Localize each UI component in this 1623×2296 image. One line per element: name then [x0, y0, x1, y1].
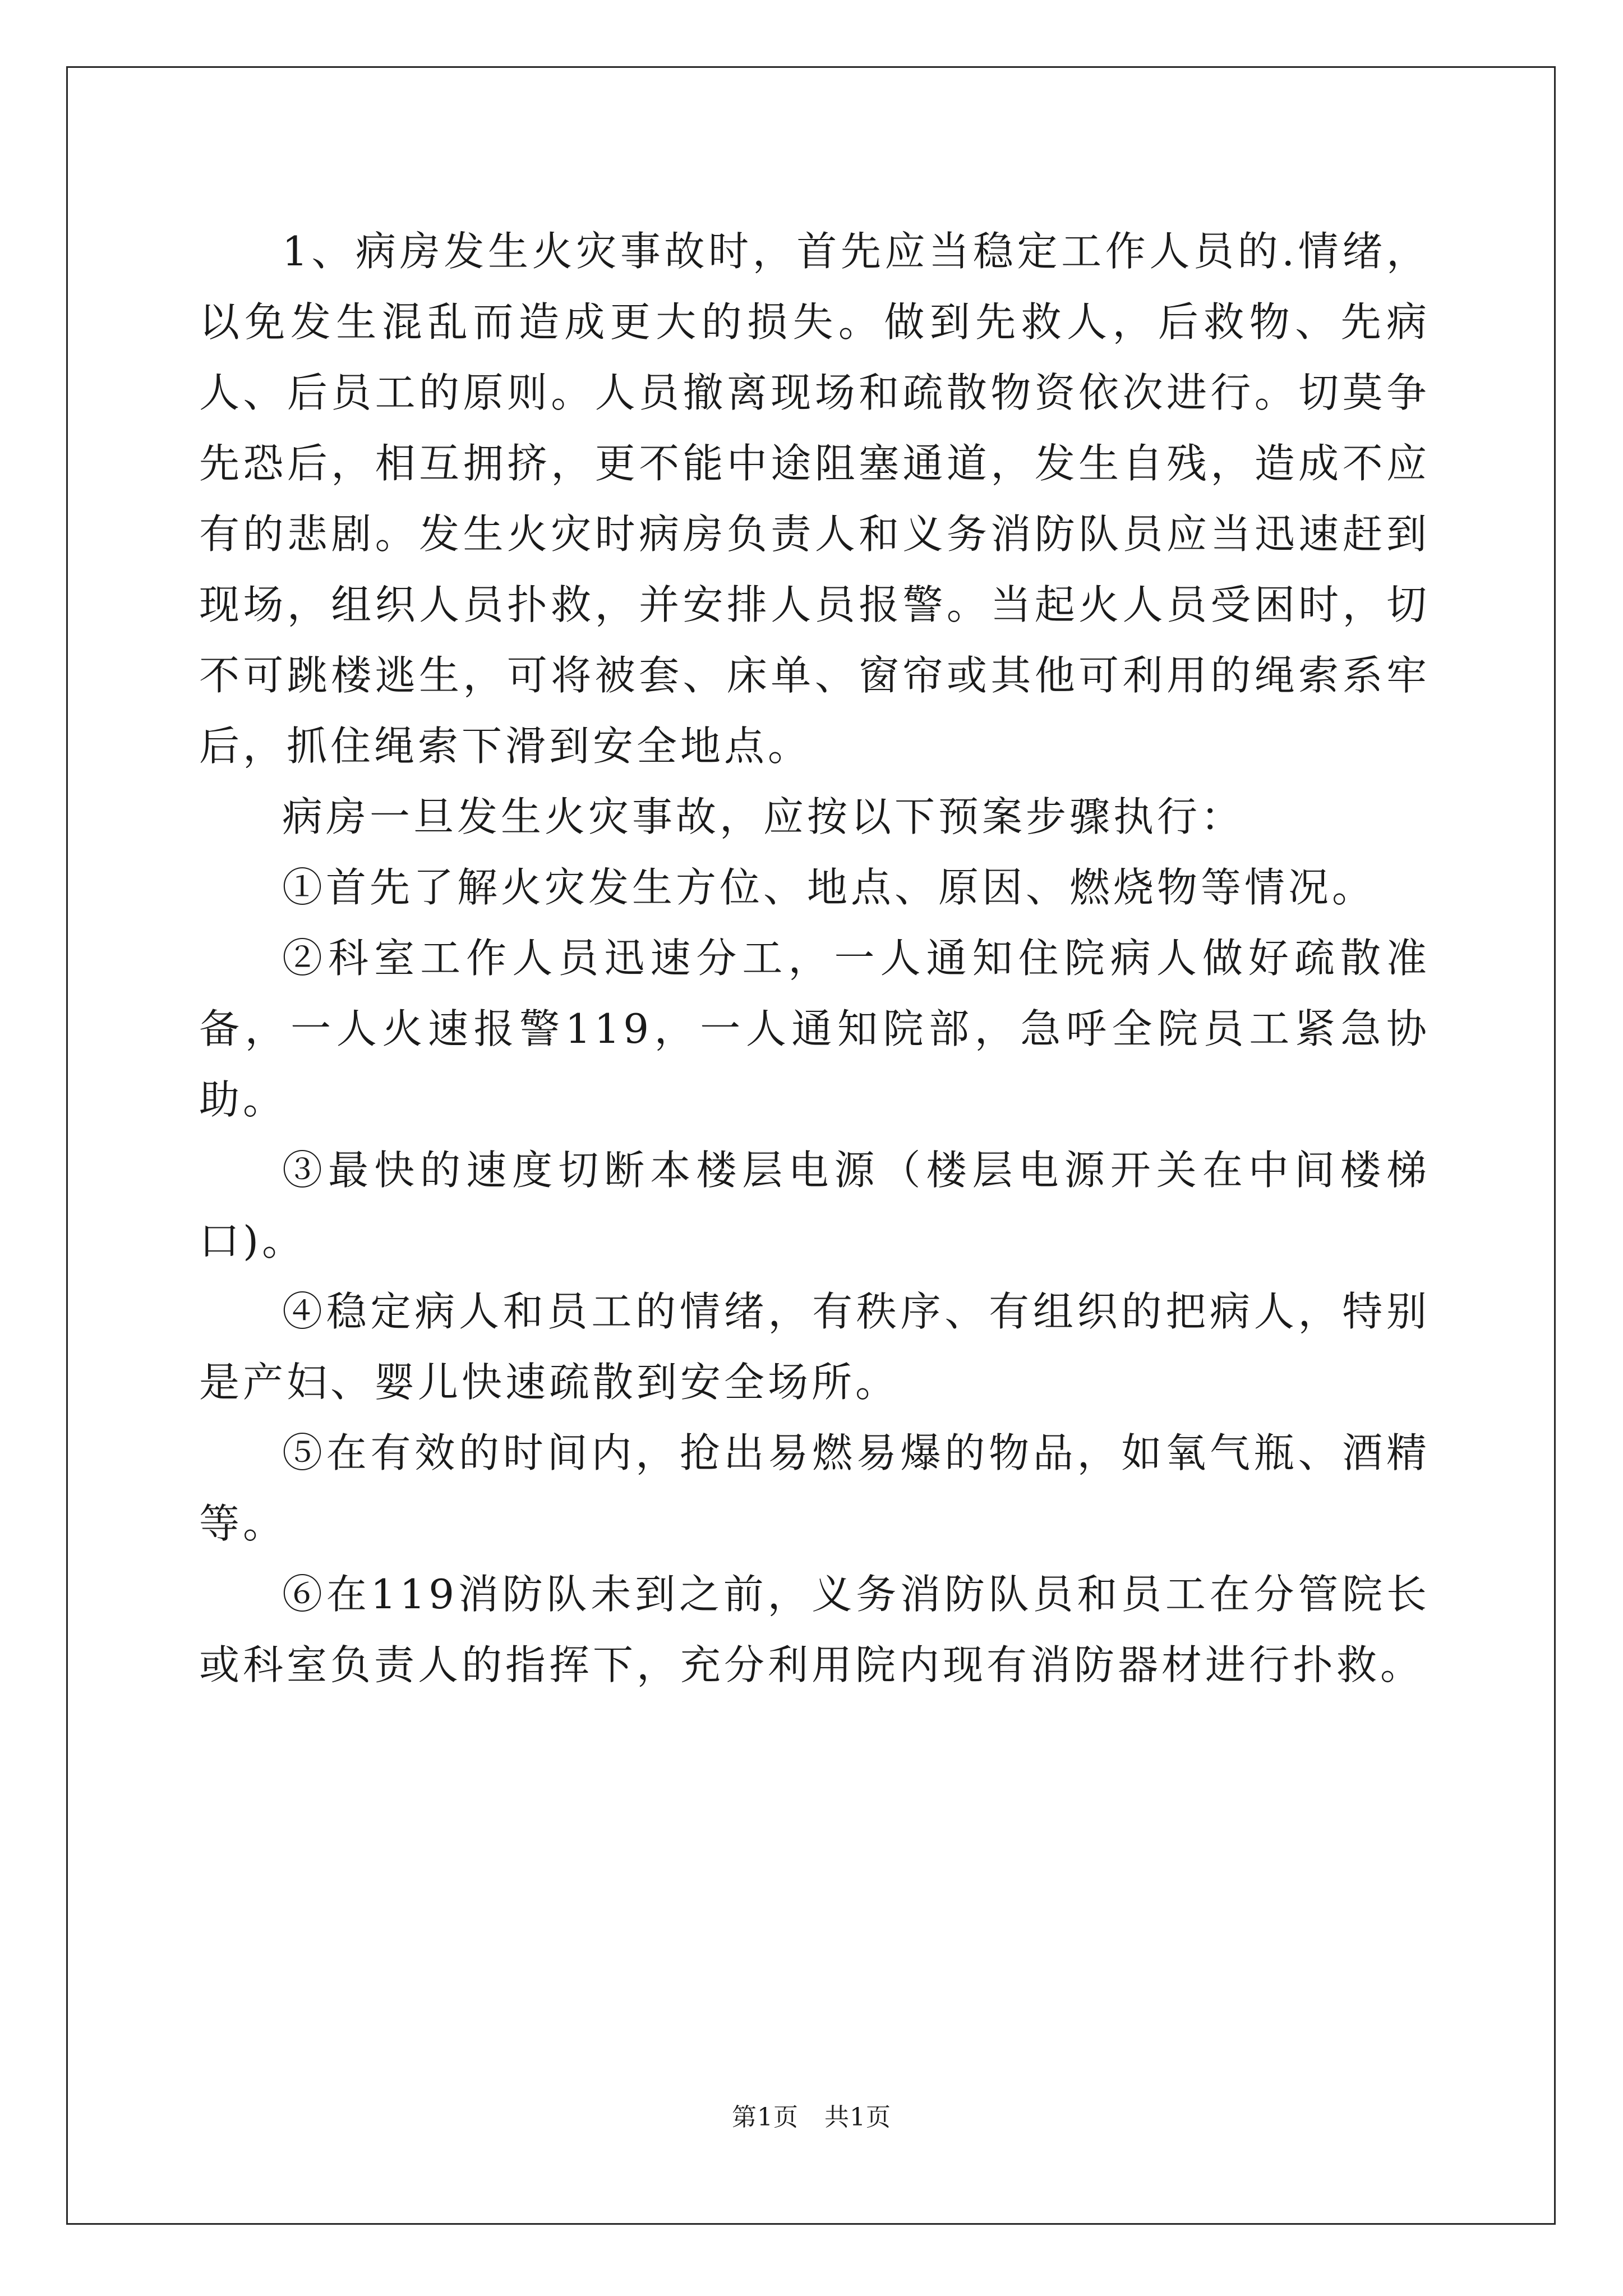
- page-total: 共1页: [824, 2103, 891, 2132]
- paragraph-fire-principles: 1、病房发生火灾事故时，首先应当稳定工作人员的.情绪，以免发生混乱而造成更大的损失。做到先救人，后救物、先病人、后员工的原则。人员撤离现场和疏散物资依次进行。切莫争先恐后，相互拥挤，更不能中途阻塞通道，发生自残，造成不应有的悲剧。发生火灾时病房负责人和义务消防队员应当迅速赶到现场，组织人员扑救，并安排人员报警。当起火人员受困时，切不可跳楼逃生，可将被套、床单、窗帘或其他可利用的绳索系牢后，抓住绳索下滑到安全地点。: [199, 228, 1430, 770]
- paragraph-step-5: ⑤在有效的时间内，抢出易燃易爆的物品，如氧气瓶、酒精等。: [199, 1429, 1430, 1547]
- paragraph-step-3: ③最快的速度切断本楼层电源（楼层电源开关在中间楼梯口)。: [199, 1147, 1430, 1264]
- document-body: [199, 216, 1430, 1700]
- paragraph-step-4: ④稳定病人和员工的情绪，有秩序、有组织的把病人，特别是产妇、婴儿快速疏散到安全场所。: [199, 1288, 1430, 1406]
- paragraph-step-1: ①首先了解火灾发生方位、地点、原因、燃烧物等情况。: [282, 864, 1376, 911]
- paragraph-plan-intro: 病房一旦发生火灾事故，应按以下预案步骤执行：: [282, 793, 1245, 840]
- paragraph-step-2: ②科室工作人员迅速分工，一人通知住院病人做好疏散准备，一人火速报警119，一人通知院部，急呼全院员工紧急协助。: [199, 935, 1430, 1123]
- page-number: 第1页: [732, 2103, 799, 2132]
- page-footer: [0, 2101, 1623, 2134]
- paragraph-step-6: ⑥在119消防队未到之前，义务消防队员和员工在分管院长或科室负责人的指挥下，充分利用院内现有消防器材进行扑救。: [199, 1571, 1430, 1688]
